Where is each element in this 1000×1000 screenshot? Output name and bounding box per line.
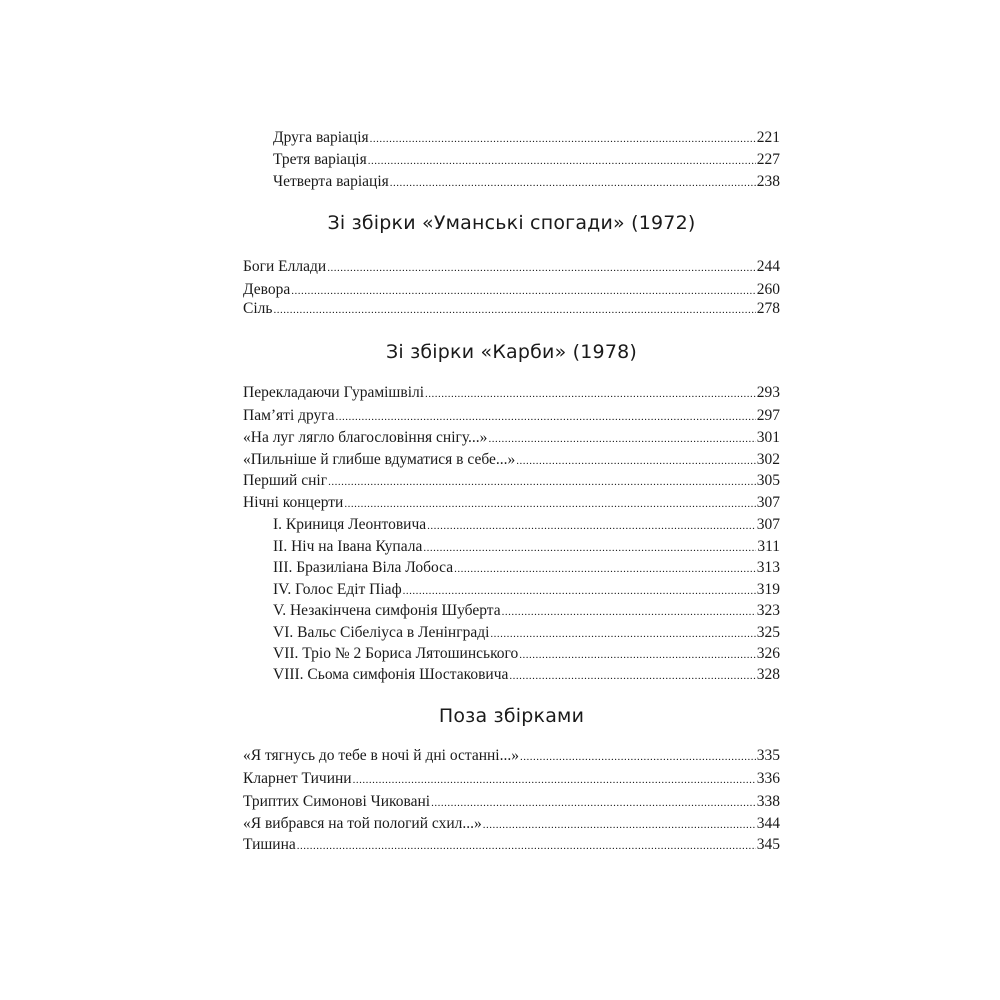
entry-page: 338 xyxy=(756,793,780,810)
entry-title: Перекладаючи Гурамішвілі xyxy=(243,384,425,401)
dot-leader xyxy=(370,127,756,150)
entry-title: Кларнет Тичини xyxy=(243,770,352,787)
toc-entry xyxy=(243,470,780,492)
dot-leader xyxy=(425,382,756,405)
entry-page: 307 xyxy=(756,494,780,511)
entry-title: Триптих Симонові Чиковані xyxy=(243,793,431,810)
toc-entry xyxy=(243,298,780,320)
dot-leader xyxy=(297,834,756,857)
toc-entry xyxy=(273,514,780,536)
toc-entry xyxy=(273,536,780,558)
entry-page: 278 xyxy=(756,300,780,317)
entry-page: 344 xyxy=(756,815,780,832)
entry-page: 305 xyxy=(756,472,780,489)
toc-entry xyxy=(243,449,780,471)
entry-page: 227 xyxy=(756,151,780,168)
toc-entry xyxy=(273,557,780,579)
toc-entry xyxy=(243,834,780,856)
toc-entry xyxy=(273,600,780,622)
section-heading: Зі збірки «Карби» (1978) xyxy=(385,341,638,363)
entry-title: Третя варіація xyxy=(273,151,367,168)
toc-entry xyxy=(273,127,780,149)
toc-entry xyxy=(273,171,780,193)
entry-title: Перший сніг xyxy=(243,472,328,489)
toc-entry xyxy=(243,382,780,404)
entry-page: 238 xyxy=(756,173,780,190)
toc-entry xyxy=(243,768,780,790)
dot-leader xyxy=(403,579,756,602)
entry-title: «Я тягнусь до тебе в ночі й дні останні...» xyxy=(243,747,519,764)
dot-leader xyxy=(423,536,756,559)
entry-title: Пам’яті друга xyxy=(243,407,335,424)
entry-title: VII. Тріо № 2 Бориса Лятошинського xyxy=(273,645,519,662)
entry-title: VI. Вальс Сібеліуса в Ленінграді xyxy=(273,624,490,641)
toc-entry xyxy=(243,256,780,278)
entry-title: «На луг лягло благословіння снігу...» xyxy=(243,429,488,446)
entry-page: 345 xyxy=(756,836,780,853)
dot-leader xyxy=(390,171,756,194)
entry-page: 326 xyxy=(756,645,780,662)
entry-title: Нічні концерти xyxy=(243,494,344,511)
entry-page: 325 xyxy=(756,624,780,641)
dot-leader xyxy=(328,470,756,493)
entry-page: 244 xyxy=(756,258,780,275)
entry-title: IV. Голос Едіт Піаф xyxy=(273,581,402,598)
dot-leader xyxy=(431,791,756,814)
entry-title: VIII. Сьома симфонія Шостаковича xyxy=(273,666,509,683)
entry-page: 293 xyxy=(756,384,780,401)
toc-entry xyxy=(243,745,780,767)
entry-title: Тишина xyxy=(243,836,296,853)
entry-title: Девора xyxy=(243,281,291,298)
dot-leader xyxy=(454,557,756,580)
entry-page: 221 xyxy=(756,129,780,146)
section-heading: Поза збірками xyxy=(438,705,585,727)
entry-page: 336 xyxy=(756,770,780,787)
dot-leader xyxy=(488,427,755,450)
toc-entry xyxy=(243,791,780,813)
entry-page: 323 xyxy=(756,602,780,619)
entry-title: I. Криниця Леонтовича xyxy=(273,516,427,533)
entry-page: 335 xyxy=(756,747,780,764)
entry-title: II. Ніч на Івана Купала xyxy=(273,538,423,555)
entry-title: III. Бразиліана Віла Лобоса xyxy=(273,559,454,576)
dot-leader xyxy=(483,813,756,836)
toc-entry xyxy=(243,427,780,449)
dot-leader xyxy=(273,298,755,321)
entry-page: 302 xyxy=(756,451,780,468)
toc-entry xyxy=(273,149,780,171)
dot-leader xyxy=(509,664,755,687)
dot-leader xyxy=(427,514,756,537)
dot-leader xyxy=(490,622,755,645)
dot-leader xyxy=(502,600,756,623)
entry-title: «Пильніше й глибше вдуматися в себе...» xyxy=(243,451,516,468)
entry-page: 297 xyxy=(756,407,780,424)
toc-entry xyxy=(243,405,780,427)
entry-title: V. Незакінчена симфонія Шуберта xyxy=(273,602,501,619)
entry-page: 260 xyxy=(756,281,780,298)
toc-entry xyxy=(243,492,780,514)
toc-entry xyxy=(243,813,780,835)
toc-entry xyxy=(273,579,780,601)
toc-entry xyxy=(273,664,780,686)
dot-leader xyxy=(353,768,756,791)
entry-page: 301 xyxy=(756,429,780,446)
toc-entry xyxy=(273,643,780,665)
dot-leader xyxy=(336,405,756,428)
entry-title: «Я вибрався на той пологий схил...» xyxy=(243,815,482,832)
dot-leader xyxy=(516,449,755,472)
entry-page: 307 xyxy=(756,516,780,533)
entry-page: 328 xyxy=(756,666,780,683)
dot-leader xyxy=(519,643,755,666)
entry-title: Четверта варіація xyxy=(273,173,389,190)
toc-entry xyxy=(273,622,780,644)
section-heading: Зі збірки «Уманські спогади» (1972) xyxy=(327,212,696,234)
entry-page: 319 xyxy=(756,581,780,598)
dot-leader xyxy=(327,256,756,279)
entry-title: Сіль xyxy=(243,300,273,317)
dot-leader xyxy=(368,149,756,172)
entry-title: Боги Еллади xyxy=(243,258,327,275)
entry-page: 311 xyxy=(757,538,780,555)
entry-page: 313 xyxy=(756,559,780,576)
entry-title: Друга варіація xyxy=(273,129,369,146)
dot-leader xyxy=(520,745,756,768)
dot-leader xyxy=(344,492,755,515)
